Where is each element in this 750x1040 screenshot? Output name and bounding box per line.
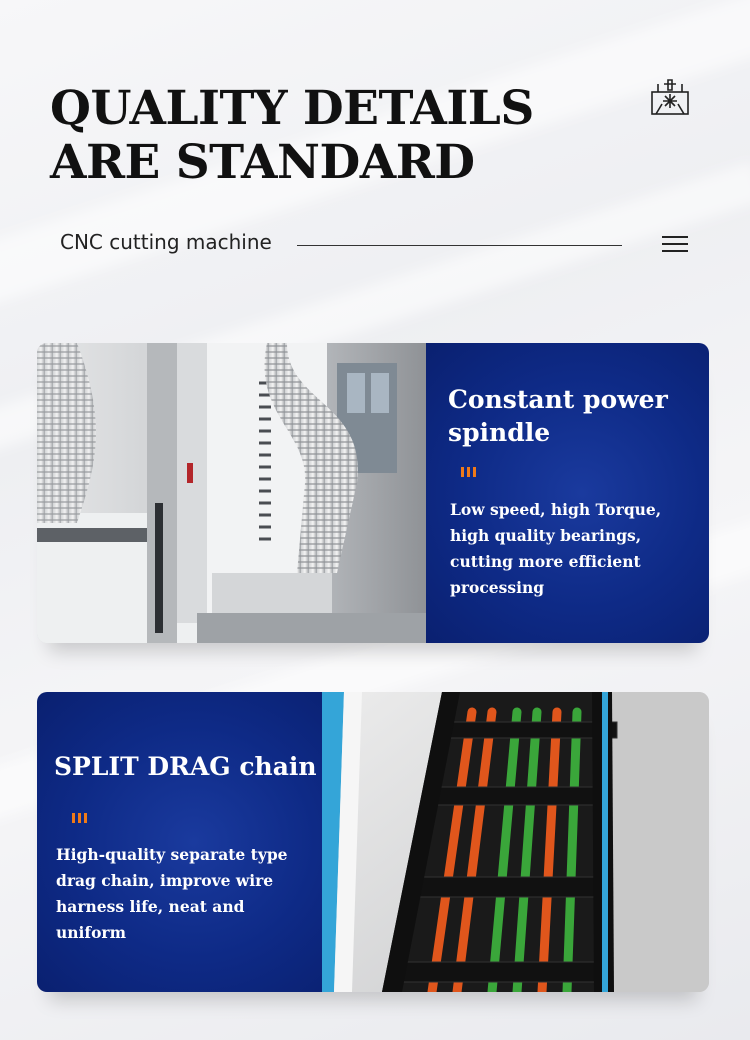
accent-marks — [72, 810, 90, 822]
drag-chain-photo — [322, 692, 709, 992]
feature-card-drag-chain — [37, 692, 709, 992]
feature-title: Constant power spindle — [448, 385, 668, 447]
accent-marks — [461, 464, 479, 476]
feature-title: SPLIT DRAG chain — [54, 752, 317, 781]
feature-card-spindle — [37, 343, 709, 643]
page-title: QUALITY DETAILS ARE STANDARD — [50, 81, 534, 190]
spindle-photo — [37, 343, 426, 643]
feature-description: Low speed, high Torque, high quality bearings, cutting more efficient processing — [450, 500, 662, 597]
subtitle: CNC cutting machine — [60, 230, 272, 254]
feature-description: High-quality separate type drag chain, improve wire harness life, neat and uniform — [56, 845, 288, 942]
cnc-machine-icon — [650, 78, 690, 118]
divider — [297, 245, 622, 246]
hamburger-menu-icon[interactable] — [662, 236, 688, 254]
feature-panel — [37, 692, 322, 992]
feature-panel — [426, 343, 709, 643]
